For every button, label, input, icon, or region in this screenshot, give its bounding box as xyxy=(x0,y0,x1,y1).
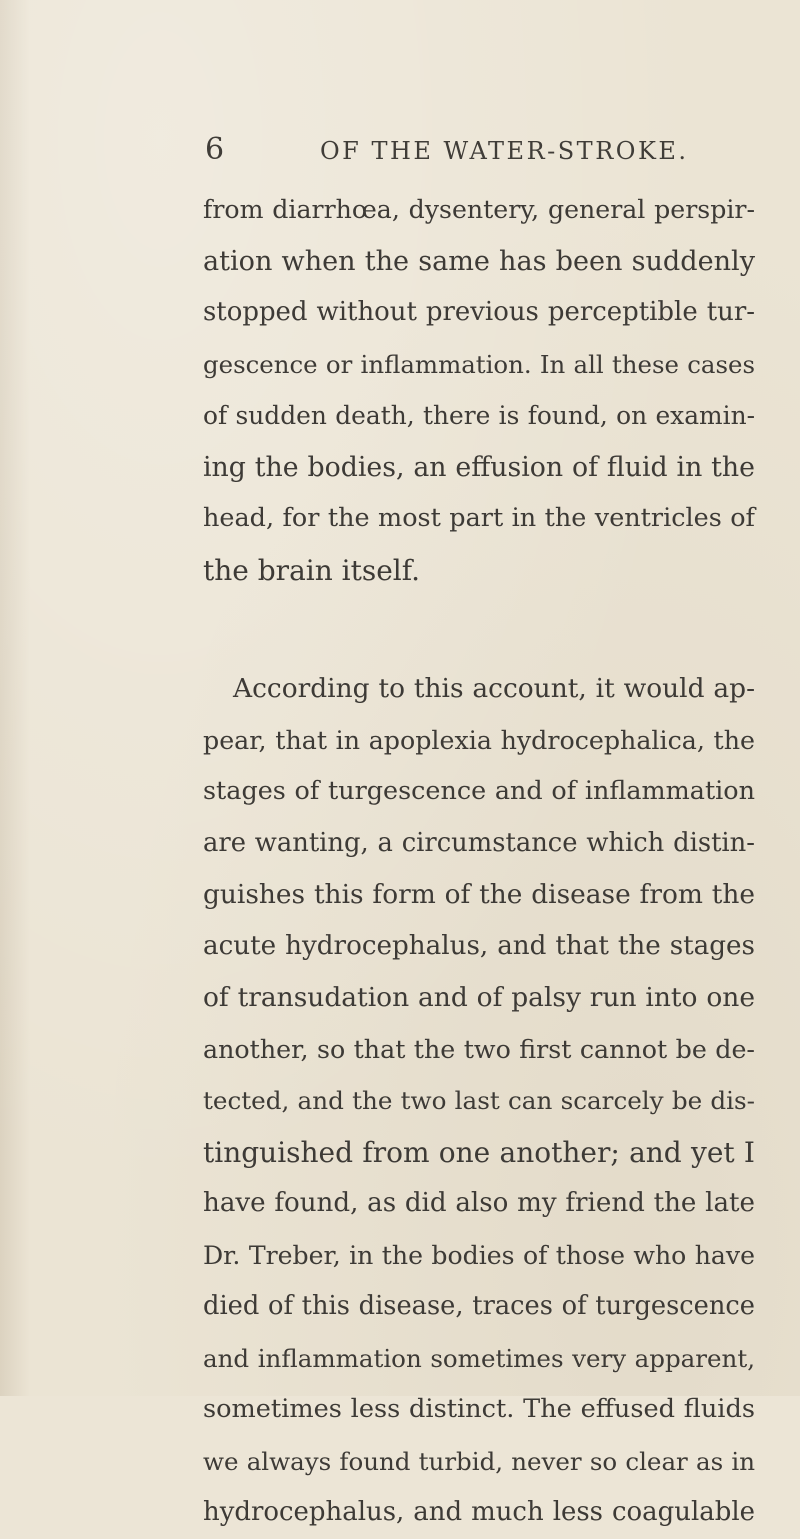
text-line: head, for the most part in the ventricles of xyxy=(203,503,755,533)
text-line: from diarrhœa, dysentery, general perspir- xyxy=(203,195,755,224)
text-line: tinguished from one another; and yet I xyxy=(203,1135,755,1169)
text-line: stages of turgescence and of inflammation xyxy=(203,776,755,806)
text-line: sometimes less distinct. The effused fluids xyxy=(203,1394,755,1424)
text-line: guishes this form of the disease from the xyxy=(203,879,755,910)
body-text xyxy=(203,184,755,1539)
paragraph-gap xyxy=(203,596,755,663)
text-line: died of this disease, traces of turgescence xyxy=(203,1291,755,1321)
text-line: According to this account, it would ap- xyxy=(233,673,755,704)
text-line: we always found turbid, never so clear as in xyxy=(203,1446,755,1476)
page-header xyxy=(205,130,765,170)
text-line: ing the bodies, an effusion of fluid in the xyxy=(203,451,755,483)
text-line: tected, and the two last can scarcely be dis- xyxy=(203,1086,755,1115)
text-line: pear, that in apoplexia hydrocephalica, the xyxy=(203,725,755,755)
paragraph-1 xyxy=(203,184,755,596)
paragraph-2 xyxy=(203,663,755,1539)
text-line: acute hydrocephalus, and that the stages xyxy=(203,930,755,961)
text-line: have found, as did also my friend the late xyxy=(203,1188,755,1218)
text-line: gescence or inflammation. In all these cases xyxy=(203,349,755,379)
text-line: of transudation and of palsy run into one xyxy=(203,982,755,1013)
text-line: of sudden death, there is found, on examin- xyxy=(203,401,755,430)
page-number: 6 xyxy=(205,132,225,167)
text-line: are wanting, a circumstance which distin- xyxy=(203,827,755,858)
text-line: hydrocephalus, and much less coagulable xyxy=(203,1497,755,1527)
text-line: Dr. Treber, in the bodies of those who have xyxy=(203,1240,755,1270)
running-head: OF THE WATER-STROKE. xyxy=(320,137,689,165)
text-line: another, so that the two first cannot be de- xyxy=(203,1033,755,1064)
text-line: the brain itself. xyxy=(203,553,421,587)
text-line: and inflammation sometimes very apparent, xyxy=(203,1343,755,1373)
text-line: ation when the same has been suddenly xyxy=(203,245,755,277)
text-line: stopped without previous perceptible tur- xyxy=(203,297,755,327)
